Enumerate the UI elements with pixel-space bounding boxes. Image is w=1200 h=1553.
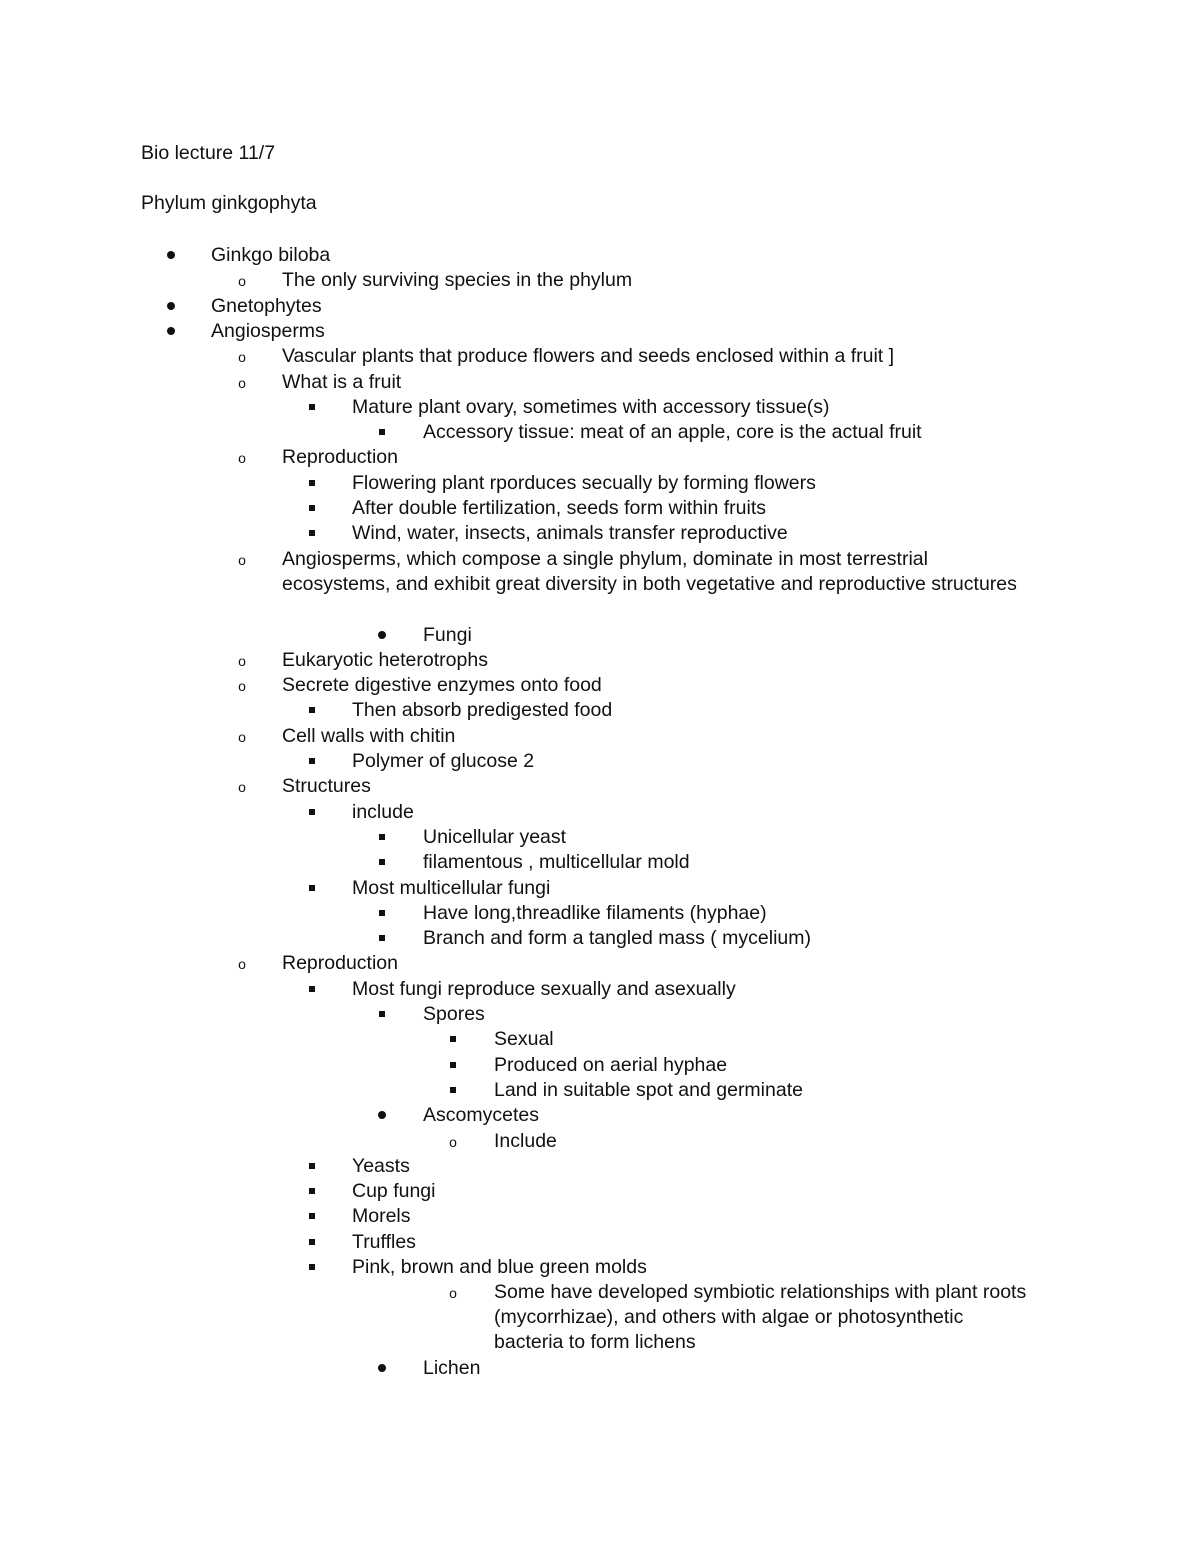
list-item-text: Include bbox=[494, 1129, 557, 1152]
list-item bbox=[0, 1230, 1200, 1255]
circle-bullet-icon: o bbox=[449, 1285, 457, 1302]
circle-bullet-icon: o bbox=[238, 678, 246, 695]
list-item bbox=[0, 547, 1200, 595]
list-item bbox=[0, 876, 1200, 901]
list-item-text: Accessory tissue: meat of an apple, core is the actual fruit bbox=[423, 421, 922, 444]
circle-bullet-icon: o bbox=[238, 349, 246, 366]
list-item bbox=[0, 800, 1200, 825]
list-item bbox=[0, 395, 1200, 420]
list-item bbox=[0, 370, 1200, 395]
list-item bbox=[0, 951, 1200, 976]
list-item-text: filamentous , multicellular mold bbox=[423, 851, 690, 874]
circle-bullet-icon: o bbox=[238, 956, 246, 973]
list-item-text: Fungi bbox=[423, 623, 472, 646]
list-item bbox=[0, 749, 1200, 774]
circle-bullet-icon: o bbox=[238, 374, 246, 391]
list-item-text: Some have developed symbiotic relationships with plant roots (mycorrhizae), and others with algae or photosynthetic bacteria to form lichens bbox=[494, 1281, 1027, 1354]
list-item-text: Cell walls with chitin bbox=[282, 724, 456, 747]
list-item bbox=[0, 1053, 1200, 1078]
list-item-text: Mature plant ovary, sometimes with accessory tissue(s) bbox=[352, 395, 830, 418]
circle-bullet-icon: o bbox=[449, 1133, 457, 1150]
list-item bbox=[0, 445, 1200, 470]
list-item-text: Lichen bbox=[423, 1357, 481, 1380]
list-item-text: Most multicellular fungi bbox=[352, 876, 551, 899]
list-item-text: Cup fungi bbox=[352, 1180, 436, 1203]
list-item-text: Polymer of glucose 2 bbox=[352, 750, 535, 772]
list-item-text: Structures bbox=[282, 775, 371, 798]
list-item bbox=[0, 1280, 1200, 1354]
list-item-text: Spores bbox=[423, 1003, 485, 1025]
list-item bbox=[0, 850, 1200, 875]
page-title: Bio lecture 11/7 bbox=[141, 142, 276, 164]
list-item bbox=[0, 496, 1200, 521]
list-item bbox=[0, 1103, 1200, 1128]
circle-bullet-icon: o bbox=[238, 450, 246, 467]
list-item-text: Eukaryotic heterotrophs bbox=[282, 648, 488, 671]
list-item bbox=[0, 521, 1200, 546]
list-item-text: Yeasts bbox=[352, 1154, 410, 1177]
list-item-text: Vascular plants that produce flowers and seeds enclosed within a fruit ] bbox=[282, 345, 895, 368]
list-item-text: Pink, brown and blue green molds bbox=[352, 1256, 647, 1278]
list-item bbox=[0, 1129, 1200, 1154]
list-item-text: Ginkgo biloba bbox=[211, 244, 331, 266]
list-item bbox=[0, 623, 1200, 648]
list-item bbox=[0, 294, 1200, 319]
list-item-text: Unicellular yeast bbox=[423, 825, 567, 848]
list-item-text: Angiosperms bbox=[211, 319, 325, 342]
list-item-text: Flowering plant rporduces secually by forming flowers bbox=[352, 471, 816, 494]
list-item-text: What is a fruit bbox=[282, 370, 402, 393]
list-item-text: Land in suitable spot and germinate bbox=[494, 1078, 803, 1101]
list-item bbox=[0, 420, 1200, 445]
list-item-text: Reproduction bbox=[282, 446, 398, 469]
list-item bbox=[0, 1078, 1200, 1103]
list-item bbox=[0, 344, 1200, 369]
list-item-text: Produced on aerial hyphae bbox=[494, 1053, 728, 1076]
list-item bbox=[0, 1356, 1200, 1381]
list-item bbox=[0, 724, 1200, 749]
list-item-text: The only surviving species in the phylum bbox=[282, 269, 633, 292]
list-item bbox=[0, 319, 1200, 344]
section-heading: Phylum ginkgophyta bbox=[141, 192, 317, 214]
list-item bbox=[0, 1154, 1200, 1179]
list-item bbox=[0, 1027, 1200, 1052]
list-item bbox=[0, 1002, 1200, 1027]
list-item bbox=[0, 243, 1200, 268]
list-item bbox=[0, 648, 1200, 673]
list-item bbox=[0, 471, 1200, 496]
list-item bbox=[0, 673, 1200, 698]
list-item bbox=[0, 825, 1200, 850]
list-item bbox=[0, 698, 1200, 723]
list-item bbox=[0, 977, 1200, 1002]
circle-bullet-icon: o bbox=[238, 728, 246, 745]
circle-bullet-icon: o bbox=[238, 652, 246, 669]
list-item bbox=[0, 774, 1200, 799]
list-item-text: Gnetophytes bbox=[211, 294, 322, 317]
list-item-text: Most fungi reproduce sexually and asexually bbox=[352, 977, 736, 1000]
list-item bbox=[0, 926, 1200, 951]
list-item-text: Angiosperms, which compose a single phylum, dominate in most terrestrial ecosystems, and exhibit great diversity in both vegetative and reproductive structures bbox=[282, 547, 1017, 595]
list-item-text: Morels bbox=[352, 1205, 411, 1228]
list-item-text: Reproduction bbox=[282, 952, 398, 975]
list-item bbox=[0, 1255, 1200, 1280]
list-item-text: Secrete digestive enzymes onto food bbox=[282, 674, 602, 697]
list-item-text: After double fertilization, seeds form within fruits bbox=[352, 497, 767, 519]
list-item-text: Truffles bbox=[352, 1230, 416, 1253]
list-item bbox=[0, 1179, 1200, 1204]
circle-bullet-icon: o bbox=[238, 779, 246, 796]
list-item-text: Wind, water, insects, animals transfer reproductive bbox=[352, 522, 788, 545]
circle-bullet-icon: o bbox=[238, 551, 246, 568]
list-item-text: Have long,threadlike filaments (hyphae) bbox=[423, 901, 767, 924]
list-item-text: Sexual bbox=[494, 1028, 554, 1051]
list-item bbox=[0, 901, 1200, 926]
list-item-text: Then absorb predigested food bbox=[352, 699, 613, 722]
list-item bbox=[0, 1204, 1200, 1229]
list-item bbox=[0, 268, 1200, 293]
list-item-text: include bbox=[352, 800, 414, 823]
list-item-text: Branch and form a tangled mass ( mycelium) bbox=[423, 927, 811, 950]
list-item-text: Ascomycetes bbox=[423, 1104, 539, 1127]
circle-bullet-icon: o bbox=[238, 273, 246, 290]
